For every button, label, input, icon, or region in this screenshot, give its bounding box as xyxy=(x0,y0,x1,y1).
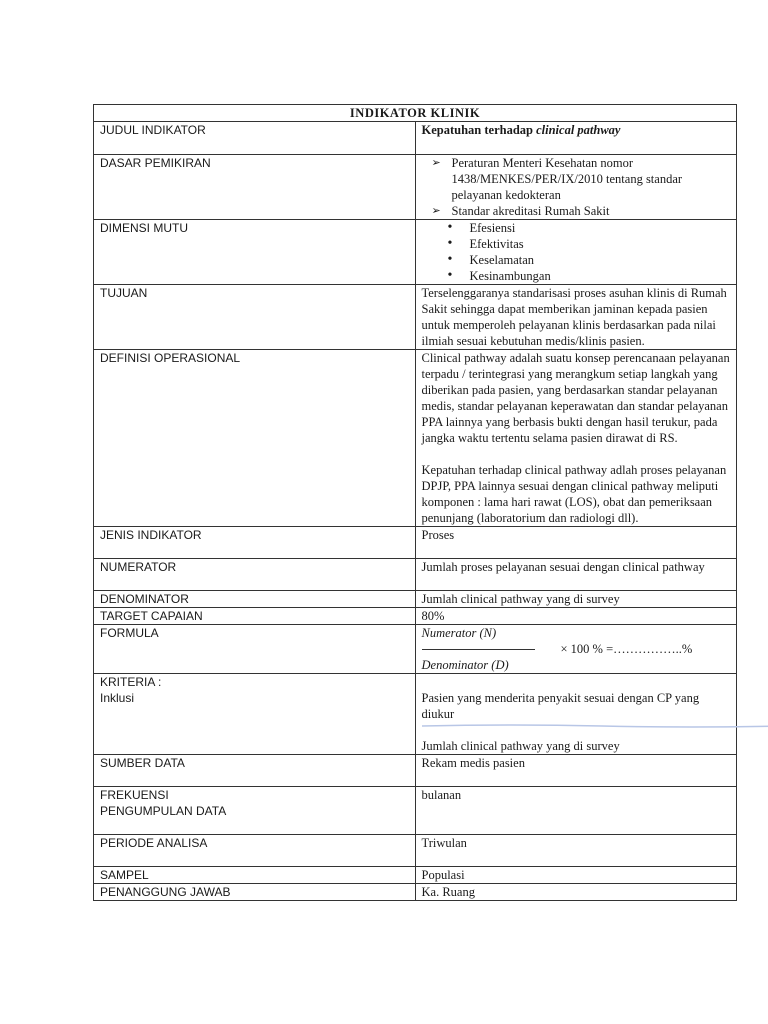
value-sampel: Populasi xyxy=(415,867,737,884)
row-penanggung xyxy=(94,884,737,901)
value-definisi xyxy=(415,350,737,527)
dasar-item-text: Standar akreditasi Rumah Sakit xyxy=(451,204,610,218)
dimensi-item xyxy=(422,236,731,252)
row-frekuensi xyxy=(94,787,737,835)
table-title: INDIKATOR KLINIK xyxy=(94,105,737,122)
label-judul: JUDUL INDIKATOR xyxy=(94,122,416,155)
label-denominator: DENOMINATOR xyxy=(94,591,416,608)
fraction-bar xyxy=(422,649,535,650)
value-judul xyxy=(415,122,737,155)
kriteria-label: KRITERIA : xyxy=(100,675,162,689)
bullet-icon: • xyxy=(447,220,453,235)
indicator-table xyxy=(93,104,737,901)
kriteria-line-2: Jumlah clinical pathway yang di survey xyxy=(421,739,620,753)
row-judul xyxy=(94,122,737,155)
label-formula: FORMULA xyxy=(94,625,416,674)
value-dimensi xyxy=(415,220,737,285)
dimensi-item xyxy=(422,268,731,284)
formula-denominator: Denominator (D) xyxy=(421,658,509,672)
kriteria-sublabel: Inklusi xyxy=(100,691,135,705)
label-penanggung: PENANGGUNG JAWAB xyxy=(94,884,416,901)
row-dasar xyxy=(94,155,737,220)
row-tujuan xyxy=(94,285,737,350)
row-numerator xyxy=(94,559,737,591)
definisi-para-1: Clinical pathway adalah suatu konsep perencanaan pelayanan terpadu / terintegrasi yang merangkum setiap langkah yang diberikan pada pasien, yang berdasarkan standar pelayanan medis, standar pelayanan keperawatan dan standar pelayanan PPA lainnya yang berbasis bukti dengan hasil terukur, pada jangka waktu tertentu selama pasien dirawat di RS. xyxy=(421,351,730,445)
dasar-item xyxy=(422,203,731,219)
label-periode: PERIODE ANALISA xyxy=(94,835,416,867)
value-dasar xyxy=(415,155,737,220)
title-row xyxy=(94,105,737,122)
value-denominator: Jumlah clinical pathway yang di survey xyxy=(415,591,737,608)
dasar-item xyxy=(422,155,731,203)
value-penanggung: Ka. Ruang xyxy=(415,884,737,901)
label-jenis: JENIS INDIKATOR xyxy=(94,527,416,559)
judul-lead: Kepatuhan terhadap xyxy=(421,123,533,137)
arrow-bullet-icon: ➢ xyxy=(431,205,441,217)
dimensi-item-text: Kesinambungan xyxy=(469,269,551,283)
value-sumber: Rekam medis pasien xyxy=(415,755,737,787)
row-kriteria xyxy=(94,674,737,755)
label-dimensi: DIMENSI MUTU xyxy=(94,220,416,285)
bullet-icon: • xyxy=(447,236,453,251)
bullet-icon: • xyxy=(447,252,453,267)
judul-italic: clinical pathway xyxy=(536,123,621,137)
frekuensi-label-1: FREKUENSI xyxy=(100,788,169,802)
value-jenis: Proses xyxy=(415,527,737,559)
row-periode xyxy=(94,835,737,867)
formula-multiplier: × 100 % =……………..% xyxy=(560,642,693,656)
row-denominator xyxy=(94,591,737,608)
row-sumber xyxy=(94,755,737,787)
bullet-icon: • xyxy=(447,268,453,283)
frekuensi-label-2: PENGUMPULAN DATA xyxy=(100,804,227,818)
row-jenis xyxy=(94,527,737,559)
row-sampel xyxy=(94,867,737,884)
row-target xyxy=(94,608,737,625)
label-definisi: DEFINISI OPERASIONAL xyxy=(94,350,416,527)
row-dimensi xyxy=(94,220,737,285)
label-sumber: SUMBER DATA xyxy=(94,755,416,787)
dimensi-item-text: Efektivitas xyxy=(469,237,524,251)
value-formula xyxy=(415,625,737,674)
row-formula xyxy=(94,625,737,674)
value-kriteria xyxy=(415,674,737,755)
dimensi-item-text: Efesiensi xyxy=(469,221,516,235)
dasar-item-text: Peraturan Menteri Kesehatan nomor 1438/MENKES/PER/IX/2010 tentang standar pelayanan kedokteran xyxy=(451,156,683,202)
label-numerator: NUMERATOR xyxy=(94,559,416,591)
arrow-bullet-icon: ➢ xyxy=(431,157,441,169)
row-definisi xyxy=(94,350,737,527)
value-frekuensi: bulanan xyxy=(415,787,737,835)
label-sampel: SAMPEL xyxy=(94,867,416,884)
value-periode: Triwulan xyxy=(415,835,737,867)
dimensi-item xyxy=(422,220,731,236)
label-kriteria xyxy=(94,674,416,755)
label-dasar: DASAR PEMIKIRAN xyxy=(94,155,416,220)
kriteria-line-1: Pasien yang menderita penyakit sesuai dengan CP yang diukur xyxy=(421,691,700,721)
value-target: 80% xyxy=(415,608,737,625)
label-tujuan: TUJUAN xyxy=(94,285,416,350)
formula-numerator: Numerator (N) xyxy=(421,626,497,640)
definisi-para-2: Kepatuhan terhadap clinical pathway adlah proses pelayanan DPJP, PPA lainnya sesuai dengan clinical pathway meliputi komponen : lama hari rawat (LOS), obat dan pemeriksaan penunjang (laboratorium dan radiologi dll). xyxy=(421,463,727,525)
scan-underline xyxy=(422,723,768,729)
value-numerator: Jumlah proses pelayanan sesuai dengan clinical pathway xyxy=(415,559,737,591)
formula-fraction-line xyxy=(422,641,731,657)
value-tujuan: Terselenggaranya standarisasi proses asuhan klinis di Rumah Sakit sehingga dapat memberikan jaminan kepada pasien untuk memperoleh pelayanan klinis berdasarkan pada nilai ilmiah sesuai kebutuhan medis/klinis pasien. xyxy=(415,285,737,350)
dimensi-item xyxy=(422,252,731,268)
dimensi-item-text: Keselamatan xyxy=(469,253,535,267)
label-frekuensi xyxy=(94,787,416,835)
label-target: TARGET CAPAIAN xyxy=(94,608,416,625)
